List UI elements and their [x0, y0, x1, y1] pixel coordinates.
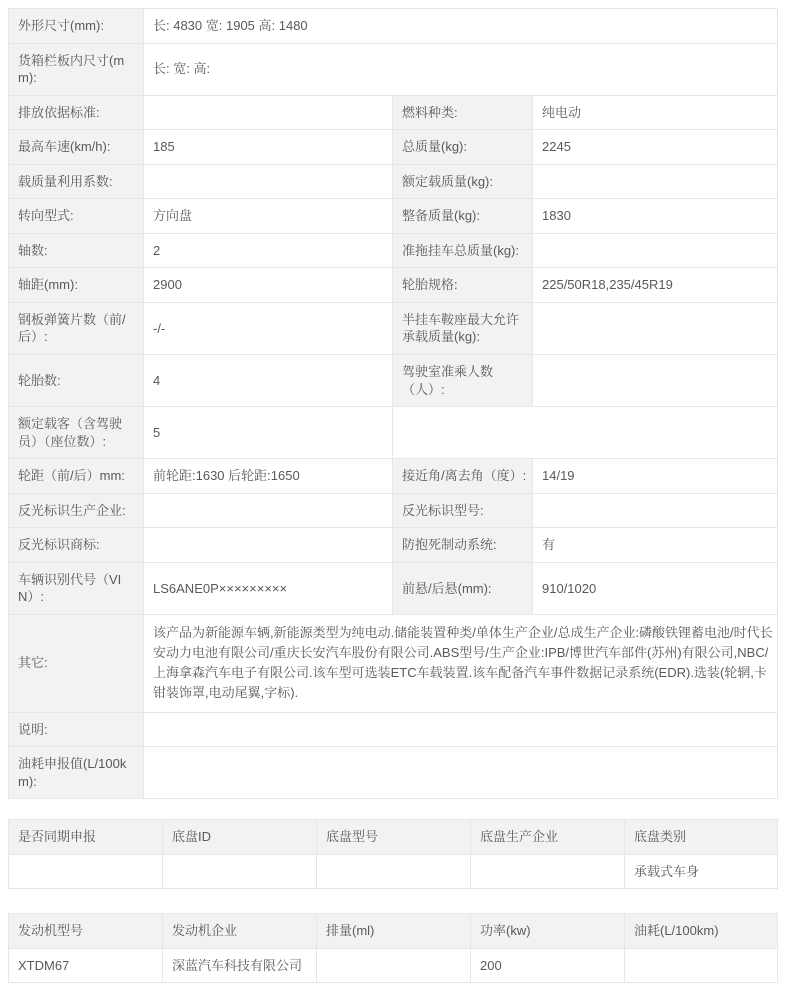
engine-data-row [9, 948, 778, 983]
chassis-header-id: 底盘ID [163, 820, 317, 855]
spec-value: 2 [144, 233, 393, 268]
chassis-header-category: 底盘类别 [625, 820, 778, 855]
spec-label: 前悬/后悬(mm): [393, 562, 533, 614]
spec-row [9, 302, 778, 354]
spec-value [533, 355, 778, 407]
spec-label: 额定载质量(kg): [393, 164, 533, 199]
spec-label: 油耗申报值(L/100km): [9, 747, 144, 799]
spec-label: 排放依据标准: [9, 95, 144, 130]
spec-label: 说明: [9, 712, 144, 747]
engine-header-power: 功率(kw) [471, 914, 625, 949]
spec-label: 轮胎规格: [393, 268, 533, 303]
engine-header-fuel: 油耗(L/100km) [625, 914, 778, 949]
spec-label: 轴数: [9, 233, 144, 268]
spec-label: 最高车速(km/h): [9, 130, 144, 165]
spec-label: 驾驶室准乘人数（人）: [393, 355, 533, 407]
engine-cell-power: 200 [471, 948, 625, 983]
spec-other-text: 该产品为新能源车辆,新能源类型为纯电动.储能装置种类/单体生产企业/总成生产企业:磷酸铁锂蓄电池/时代长安动力电池有限公司/重庆长安汽车股份有限公司.ABS型号/生产企业:IPB/博世汽车部件(苏州)有限公司,NBC/上海拿森汽车电子有限公司.该车型可选装ETC车载装置.该车配备汽车事件数据记录系统(EDR).选装(轮辋,卡钳装饰罩,电动尾翼,字标). [144, 614, 778, 712]
spec-value: 长: 宽: 高: [144, 43, 778, 95]
spec-value [533, 493, 778, 528]
spec-value [533, 302, 778, 354]
spec-value [533, 233, 778, 268]
spec-value: 有 [533, 528, 778, 563]
chassis-cell-same-period [9, 854, 163, 889]
spec-label: 接近角/离去角（度）: [393, 459, 533, 494]
spec-label: 整备质量(kg): [393, 199, 533, 234]
spec-row [9, 268, 778, 303]
spec-empty-cell [393, 407, 778, 459]
spec-value [144, 164, 393, 199]
spec-value: 1830 [533, 199, 778, 234]
spec-label: 载质量利用系数: [9, 164, 144, 199]
spec-row [9, 562, 778, 614]
spec-label: 防抱死制动系统: [393, 528, 533, 563]
spec-row [9, 528, 778, 563]
engine-cell-manufacturer: 深蓝汽车科技有限公司 [163, 948, 317, 983]
spec-value: 长: 4830 宽: 1905 高: 1480 [144, 9, 778, 44]
chassis-cell-model [317, 854, 471, 889]
spec-value: 纯电动 [533, 95, 778, 130]
spec-value: LS6ANE0P××××××××× [144, 562, 393, 614]
spec-value: -/- [144, 302, 393, 354]
chassis-data-row [9, 854, 778, 889]
spec-row [9, 199, 778, 234]
spec-value [144, 95, 393, 130]
chassis-header-manufacturer: 底盘生产企业 [471, 820, 625, 855]
spec-value [144, 747, 778, 799]
spec-value: 14/19 [533, 459, 778, 494]
spec-row [9, 9, 778, 44]
spec-row [9, 355, 778, 407]
spec-row [9, 493, 778, 528]
spec-value: 910/1020 [533, 562, 778, 614]
spec-value: 2245 [533, 130, 778, 165]
spec-value [144, 493, 393, 528]
chassis-header-row [9, 820, 778, 855]
spec-label: 转向型式: [9, 199, 144, 234]
spec-value [533, 164, 778, 199]
spec-row [9, 459, 778, 494]
engine-header-model: 发动机型号 [9, 914, 163, 949]
spec-row [9, 95, 778, 130]
spec-label: 钢板弹簧片数（前/后）: [9, 302, 144, 354]
spec-row [9, 233, 778, 268]
spec-label: 总质量(kg): [393, 130, 533, 165]
spec-row [9, 747, 778, 799]
spec-label: 货箱栏板内尺寸(mm): [9, 43, 144, 95]
spec-value: 185 [144, 130, 393, 165]
spec-label: 轴距(mm): [9, 268, 144, 303]
spec-value: 前轮距:1630 后轮距:1650 [144, 459, 393, 494]
spec-label: 反光标识型号: [393, 493, 533, 528]
engine-table [8, 913, 778, 983]
spec-label: 额定载客（含驾驶员）（座位数）: [9, 407, 144, 459]
spec-value: 225/50R18,235/45R19 [533, 268, 778, 303]
engine-header-displacement: 排量(ml) [317, 914, 471, 949]
spec-value [144, 528, 393, 563]
spec-row [9, 43, 778, 95]
chassis-header-same-period: 是否同期申报 [9, 820, 163, 855]
spec-label: 反光标识商标: [9, 528, 144, 563]
spec-label: 反光标识生产企业: [9, 493, 144, 528]
engine-cell-model: XTDM67 [9, 948, 163, 983]
spec-label: 燃料种类: [393, 95, 533, 130]
spec-label: 车辆识别代号（VIN）: [9, 562, 144, 614]
spec-value: 5 [144, 407, 393, 459]
engine-cell-fuel [625, 948, 778, 983]
spec-row-other [9, 614, 778, 712]
chassis-cell-manufacturer [471, 854, 625, 889]
spec-row [9, 130, 778, 165]
engine-cell-displacement [317, 948, 471, 983]
spec-row [9, 407, 778, 459]
spec-value [144, 712, 778, 747]
chassis-cell-category: 承载式车身 [625, 854, 778, 889]
chassis-table [8, 819, 778, 889]
spec-value: 4 [144, 355, 393, 407]
engine-header-manufacturer: 发动机企业 [163, 914, 317, 949]
spec-value: 2900 [144, 268, 393, 303]
spec-row [9, 712, 778, 747]
spec-value: 方向盘 [144, 199, 393, 234]
spec-label: 外形尺寸(mm): [9, 9, 144, 44]
spec-label: 轮距（前/后）mm: [9, 459, 144, 494]
spec-label: 轮胎数: [9, 355, 144, 407]
spec-label: 准拖挂车总质量(kg): [393, 233, 533, 268]
spec-label: 其它: [9, 614, 144, 712]
chassis-cell-id [163, 854, 317, 889]
spec-label: 半挂车鞍座最大允许承载质量(kg): [393, 302, 533, 354]
spec-row [9, 164, 778, 199]
vehicle-spec-table [8, 8, 778, 799]
engine-header-row [9, 914, 778, 949]
chassis-header-model: 底盘型号 [317, 820, 471, 855]
